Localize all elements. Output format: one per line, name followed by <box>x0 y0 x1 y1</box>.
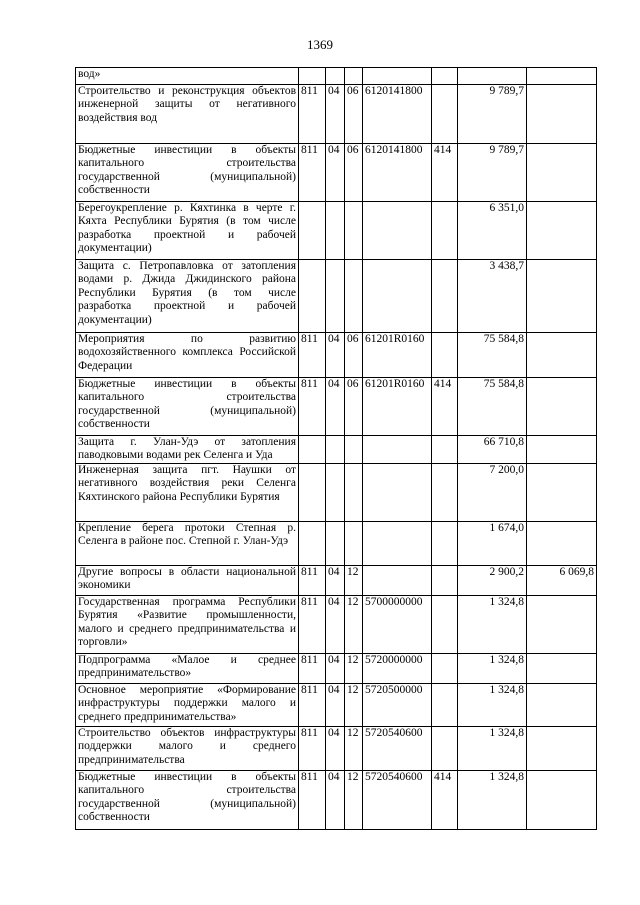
row-name: Бюджетные инвестиции в объекты капитального строительства государственной (муниципальной) собственности <box>76 378 299 436</box>
grbs-code <box>299 464 326 522</box>
amount-1: 1 674,0 <box>458 522 527 566</box>
table-row <box>76 566 597 596</box>
target-article-code <box>363 202 432 260</box>
amount-2 <box>527 260 597 333</box>
expense-type-code <box>432 522 458 566</box>
row-name: Государственная программа Республики Бурятия «Развитие промышленности, малого и среднего предпринимательства и торговли» <box>76 596 299 654</box>
grbs-code: 811 <box>299 654 326 684</box>
table-row <box>76 68 597 85</box>
section-code: 04 <box>326 596 345 654</box>
target-article-code <box>363 566 432 596</box>
amount-1: 75 584,8 <box>458 378 527 436</box>
table-row <box>76 378 597 436</box>
subsection-code: 12 <box>345 566 363 596</box>
grbs-code <box>299 68 326 85</box>
amount-2 <box>527 684 597 727</box>
row-name: Другие вопросы в области национальной экономики <box>76 566 299 596</box>
row-name: Защита с. Петропавловка от затопления водами р. Джида Джидинского района Республики Бурятия (в том числе разработка проектной и рабочей документации) <box>76 260 299 333</box>
amount-1: 1 324,8 <box>458 596 527 654</box>
table-row <box>76 436 597 464</box>
grbs-code <box>299 260 326 333</box>
amount-1: 9 789,7 <box>458 85 527 144</box>
amount-2 <box>527 378 597 436</box>
row-name: Берегоукрепление р. Кяхтинка в черте г. Кяхта Республики Бурятия (в том числе разработка проектной и рабочей документации) <box>76 202 299 260</box>
expense-type-code <box>432 436 458 464</box>
subsection-code: 12 <box>345 684 363 727</box>
expense-type-code <box>432 654 458 684</box>
section-code: 04 <box>326 727 345 771</box>
table-row <box>76 202 597 260</box>
amount-2 <box>527 333 597 378</box>
section-code <box>326 464 345 522</box>
amount-2 <box>527 727 597 771</box>
amount-1: 66 710,8 <box>458 436 527 464</box>
expense-type-code: 414 <box>432 144 458 202</box>
table-row <box>76 464 597 522</box>
expense-type-code <box>432 333 458 378</box>
row-name: Мероприятия по развитию водохозяйственного комплекса Российской Федерации <box>76 333 299 378</box>
subsection-code <box>345 522 363 566</box>
target-article-code: 5700000000 <box>363 596 432 654</box>
amount-2 <box>527 771 597 830</box>
table-row <box>76 333 597 378</box>
subsection-code: 06 <box>345 144 363 202</box>
grbs-code: 811 <box>299 333 326 378</box>
table-body <box>76 68 597 830</box>
section-code: 04 <box>326 654 345 684</box>
row-name: Основное мероприятие «Формирование инфраструктуры поддержки малого и среднего предпринимательства» <box>76 684 299 727</box>
section-code <box>326 522 345 566</box>
subsection-code <box>345 436 363 464</box>
grbs-code <box>299 522 326 566</box>
target-article-code <box>363 68 432 85</box>
table-row <box>76 727 597 771</box>
target-article-code <box>363 260 432 333</box>
expense-type-code <box>432 202 458 260</box>
section-code <box>326 436 345 464</box>
grbs-code: 811 <box>299 771 326 830</box>
amount-1: 1 324,8 <box>458 771 527 830</box>
target-article-code <box>363 436 432 464</box>
grbs-code: 811 <box>299 727 326 771</box>
expense-type-code <box>432 85 458 144</box>
subsection-code: 12 <box>345 727 363 771</box>
subsection-code: 06 <box>345 333 363 378</box>
target-article-code: 6120141800 <box>363 144 432 202</box>
amount-2 <box>527 436 597 464</box>
subsection-code: 06 <box>345 378 363 436</box>
subsection-code: 12 <box>345 596 363 654</box>
section-code: 04 <box>326 378 345 436</box>
target-article-code: 5720540600 <box>363 771 432 830</box>
section-code: 04 <box>326 684 345 727</box>
grbs-code: 811 <box>299 566 326 596</box>
amount-2 <box>527 85 597 144</box>
amount-1 <box>458 68 527 85</box>
target-article-code: 5720500000 <box>363 684 432 727</box>
amount-1: 6 351,0 <box>458 202 527 260</box>
section-code: 04 <box>326 144 345 202</box>
expense-type-code <box>432 727 458 771</box>
table-row <box>76 596 597 654</box>
table-row <box>76 771 597 830</box>
amount-1: 2 900,2 <box>458 566 527 596</box>
amount-2 <box>527 68 597 85</box>
amount-2 <box>527 202 597 260</box>
expense-type-code <box>432 684 458 727</box>
subsection-code: 06 <box>345 85 363 144</box>
budget-table <box>75 67 597 830</box>
expense-type-code <box>432 464 458 522</box>
amount-1: 1 324,8 <box>458 684 527 727</box>
row-name: Крепление берега протоки Степная р. Селенга в районе пос. Степной г. Улан-Удэ <box>76 522 299 566</box>
amount-1: 75 584,8 <box>458 333 527 378</box>
expense-type-code <box>432 596 458 654</box>
amount-2 <box>527 596 597 654</box>
subsection-code <box>345 202 363 260</box>
section-code: 04 <box>326 333 345 378</box>
target-article-code: 61201R0160 <box>363 333 432 378</box>
target-article-code: 6120141800 <box>363 85 432 144</box>
amount-1: 1 324,8 <box>458 654 527 684</box>
row-name: Защита г. Улан-Удэ от затопления паводковыми водами рек Селенга и Уда <box>76 436 299 464</box>
subsection-code <box>345 464 363 522</box>
grbs-code: 811 <box>299 684 326 727</box>
amount-2 <box>527 144 597 202</box>
grbs-code <box>299 436 326 464</box>
expense-type-code: 414 <box>432 378 458 436</box>
section-code: 04 <box>326 566 345 596</box>
table-row <box>76 260 597 333</box>
amount-1: 9 789,7 <box>458 144 527 202</box>
section-code: 04 <box>326 771 345 830</box>
row-name: Бюджетные инвестиции в объекты капитального строительства государственной (муниципальной) собственности <box>76 144 299 202</box>
section-code <box>326 260 345 333</box>
table-row <box>76 85 597 144</box>
target-article-code: 5720000000 <box>363 654 432 684</box>
row-name: Строительство объектов инфраструктуры поддержки малого и среднего предпринимательства <box>76 727 299 771</box>
subsection-code: 12 <box>345 654 363 684</box>
row-name: Подпрограмма «Малое и среднее предпринимательство» <box>76 654 299 684</box>
section-code: 04 <box>326 85 345 144</box>
subsection-code <box>345 68 363 85</box>
grbs-code: 811 <box>299 144 326 202</box>
target-article-code <box>363 464 432 522</box>
grbs-code: 811 <box>299 378 326 436</box>
amount-2 <box>527 464 597 522</box>
section-code <box>326 202 345 260</box>
page-number: 1369 <box>307 37 333 52</box>
expense-type-code: 414 <box>432 771 458 830</box>
target-article-code: 5720540600 <box>363 727 432 771</box>
row-name: вод» <box>76 68 299 85</box>
amount-1: 3 438,7 <box>458 260 527 333</box>
section-code <box>326 68 345 85</box>
grbs-code: 811 <box>299 85 326 144</box>
amount-2: 6 069,8 <box>527 566 597 596</box>
target-article-code: 61201R0160 <box>363 378 432 436</box>
amount-1: 1 324,8 <box>458 727 527 771</box>
target-article-code <box>363 522 432 566</box>
row-name: Инженерная защита пгт. Наушки от негативного воздействия реки Селенга Кяхтинского района Республики Бурятия <box>76 464 299 522</box>
row-name: Бюджетные инвестиции в объекты капитального строительства государственной (муниципальной) собственности <box>76 771 299 830</box>
amount-2 <box>527 654 597 684</box>
expense-type-code <box>432 68 458 85</box>
expense-type-code <box>432 566 458 596</box>
amount-2 <box>527 522 597 566</box>
expense-type-code <box>432 260 458 333</box>
table-row <box>76 144 597 202</box>
grbs-code: 811 <box>299 596 326 654</box>
subsection-code: 12 <box>345 771 363 830</box>
row-name: Строительство и реконструкция объектов инженерной защиты от негативного воздействия вод <box>76 85 299 144</box>
table-row <box>76 684 597 727</box>
grbs-code <box>299 202 326 260</box>
subsection-code <box>345 260 363 333</box>
table-row <box>76 654 597 684</box>
table-row <box>76 522 597 566</box>
amount-1: 7 200,0 <box>458 464 527 522</box>
